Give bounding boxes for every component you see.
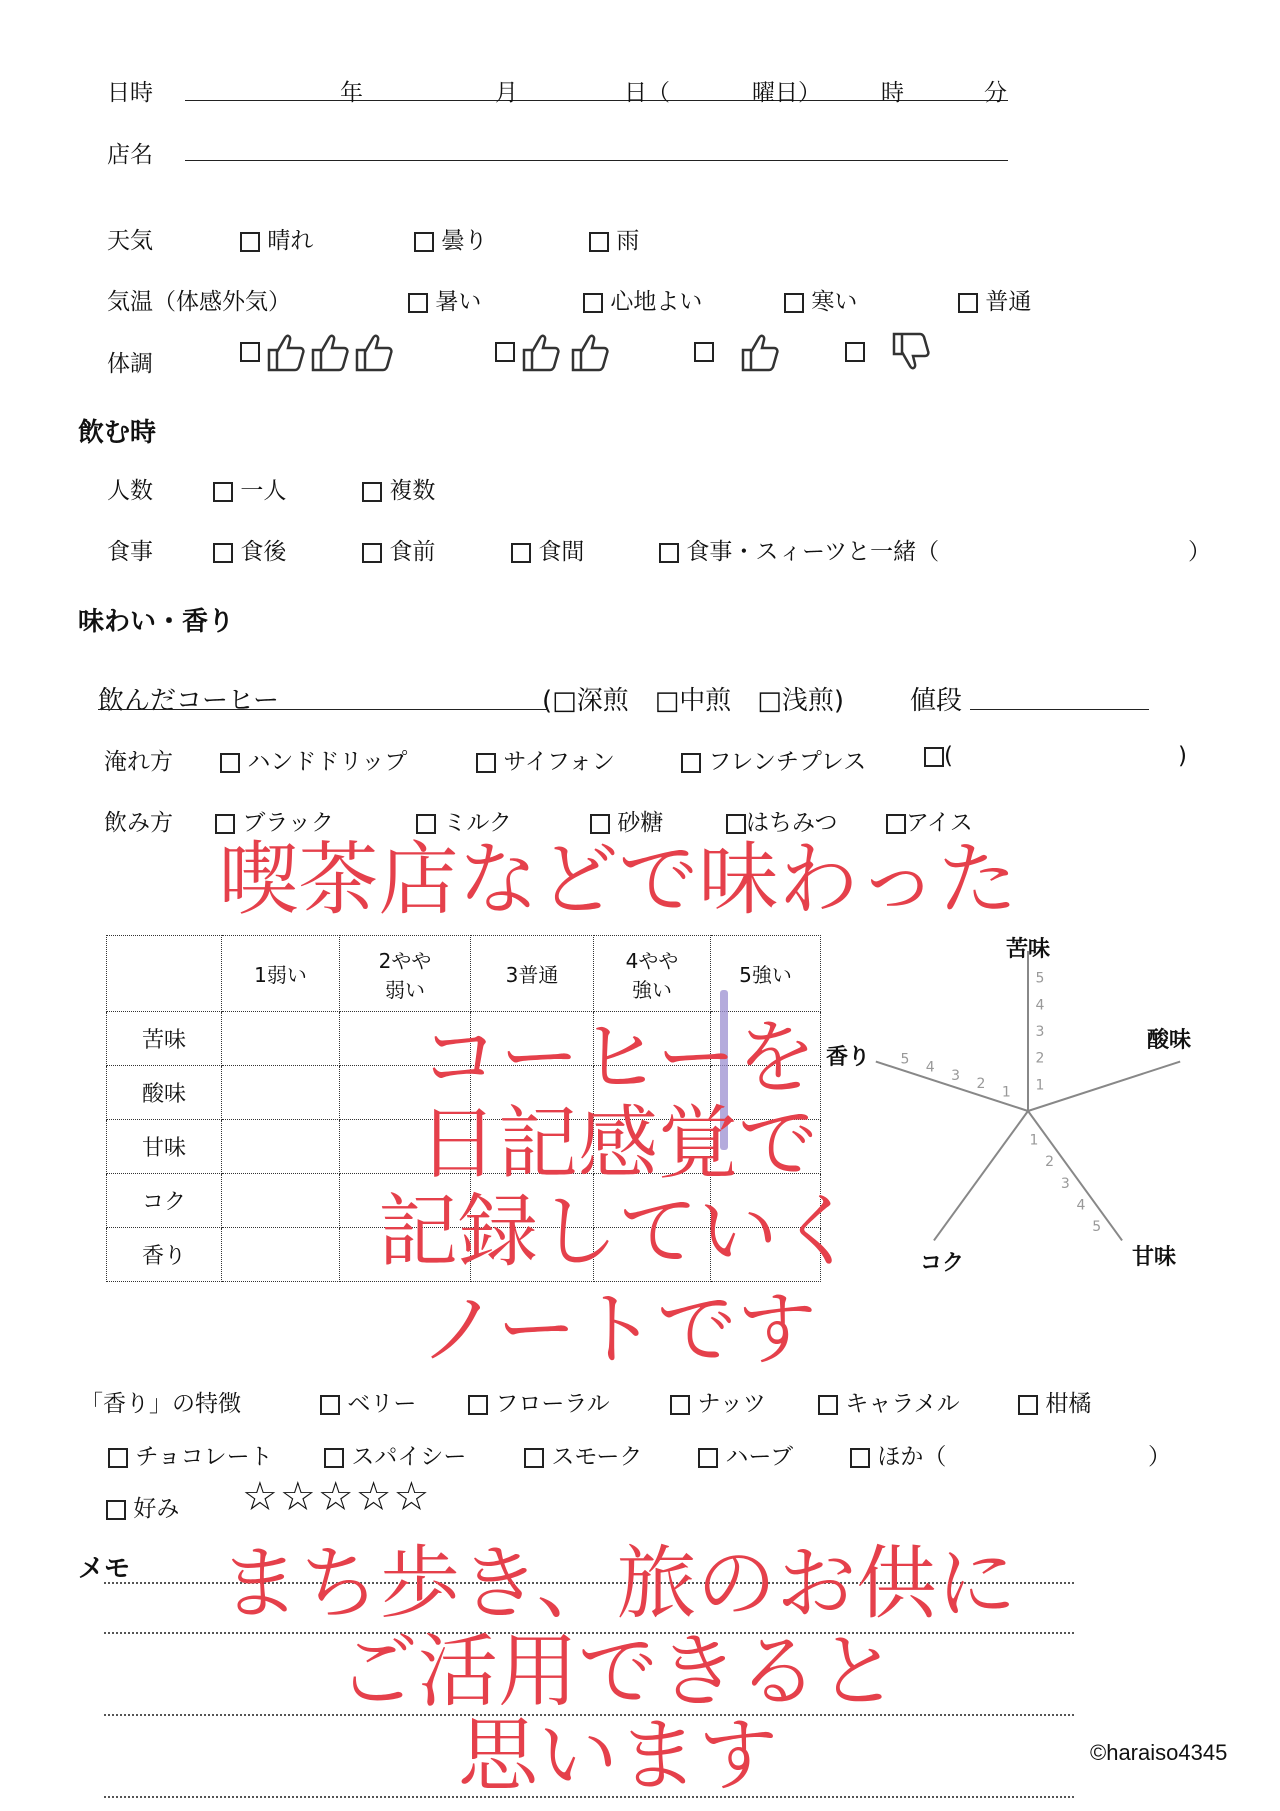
day-unit: 日（ bbox=[624, 80, 670, 106]
shop-name-field[interactable] bbox=[185, 160, 1008, 161]
overlay-text-line: 記録していく bbox=[378, 1185, 858, 1278]
option-label: ほか（ bbox=[877, 1444, 947, 1470]
option-label: はちみつ bbox=[746, 810, 838, 836]
radar-tick-label: 3 bbox=[1035, 1024, 1045, 1040]
radar-tick-label: 5 bbox=[1035, 970, 1045, 987]
aroma-option[interactable] bbox=[320, 1385, 416, 1418]
weather-cloudy[interactable] bbox=[414, 222, 487, 255]
radar-axis-line bbox=[1028, 1062, 1180, 1111]
style-label: 飲み方 bbox=[104, 810, 173, 836]
checkbox[interactable] bbox=[468, 1395, 488, 1415]
aroma-option[interactable] bbox=[524, 1438, 642, 1471]
coffee-label: 飲んだコーヒー bbox=[98, 686, 279, 716]
option-label: フローラル bbox=[495, 1391, 610, 1417]
checkbox[interactable] bbox=[416, 814, 436, 834]
checkbox[interactable] bbox=[583, 293, 603, 313]
option-label: 食前 bbox=[389, 539, 436, 565]
weather-label: 天気 bbox=[107, 228, 153, 254]
aroma-close-paren: ） bbox=[1148, 1444, 1171, 1470]
cell[interactable] bbox=[222, 1174, 340, 1228]
checkbox[interactable] bbox=[726, 814, 746, 834]
overlay-text-line: コーヒーを bbox=[419, 1011, 817, 1104]
shop-label: 店名 bbox=[107, 142, 153, 168]
option-label: キャラメル bbox=[845, 1391, 960, 1417]
thumbs-down-icon bbox=[890, 330, 934, 374]
brew-close-paren: ) bbox=[1178, 743, 1187, 769]
radar-axis-label: 苦味 bbox=[1006, 937, 1051, 962]
people-single[interactable] bbox=[213, 472, 286, 505]
checkbox[interactable] bbox=[818, 1395, 838, 1415]
option-label: 食後 bbox=[240, 539, 287, 565]
aroma-option[interactable] bbox=[818, 1385, 960, 1418]
radar-tick-label: 3 bbox=[1060, 1175, 1070, 1192]
taste-section-title: 味わい・香り bbox=[78, 607, 235, 637]
radar-tick-label: 2 bbox=[1045, 1154, 1055, 1171]
checkbox[interactable] bbox=[924, 747, 944, 767]
row-label: 苦味 bbox=[107, 1012, 222, 1066]
table-header-row bbox=[107, 936, 821, 1012]
option-label: 普通 bbox=[985, 289, 1032, 315]
checkbox[interactable] bbox=[886, 814, 906, 834]
checkbox[interactable] bbox=[694, 342, 714, 362]
overlay-text-line: ノートです bbox=[419, 1283, 817, 1376]
meal-before[interactable] bbox=[362, 533, 435, 566]
option-label: チョコレート bbox=[135, 1444, 273, 1470]
checkbox[interactable] bbox=[958, 293, 978, 313]
checkbox[interactable] bbox=[362, 543, 382, 563]
checkbox[interactable] bbox=[408, 293, 428, 313]
option-label: 柑橘 bbox=[1045, 1391, 1092, 1417]
copyright: ©haraiso4345 bbox=[1090, 1740, 1228, 1765]
column-header: 4やや 強い bbox=[594, 936, 711, 1012]
condition-good-3[interactable] bbox=[240, 330, 397, 374]
checkbox[interactable] bbox=[850, 1448, 870, 1468]
radar-tick-label: 1 bbox=[1001, 1084, 1011, 1101]
hour-unit: 時 bbox=[881, 80, 904, 106]
weather-rain[interactable] bbox=[589, 222, 639, 255]
checkbox[interactable] bbox=[108, 1448, 128, 1468]
row-label: 甘味 bbox=[107, 1120, 222, 1174]
checkbox[interactable] bbox=[414, 232, 434, 252]
checkbox[interactable] bbox=[590, 814, 610, 834]
radar-tick-label: 1 bbox=[1029, 1132, 1039, 1149]
star-rating[interactable]: ☆☆☆☆☆ bbox=[242, 1474, 432, 1520]
checkbox[interactable] bbox=[681, 753, 701, 773]
temp-hot[interactable] bbox=[408, 283, 481, 316]
coffee-name-field[interactable] bbox=[98, 709, 548, 710]
row-label: 香り bbox=[107, 1228, 222, 1282]
price-label: 値段 bbox=[910, 686, 963, 716]
brew-label: 淹れ方 bbox=[104, 749, 173, 775]
checkbox[interactable] bbox=[215, 814, 235, 834]
option-label: サイフォン bbox=[503, 749, 615, 775]
radar-tick-label: 5 bbox=[900, 1051, 910, 1068]
roast-options[interactable]: (□深煎 □中煎 □浅煎) bbox=[542, 686, 844, 716]
option-label: 晴れ bbox=[267, 228, 314, 254]
condition-bad[interactable] bbox=[845, 330, 934, 374]
thumbs-up-icon bbox=[739, 330, 783, 374]
preference-option[interactable] bbox=[106, 1490, 179, 1523]
checkbox[interactable] bbox=[698, 1448, 718, 1468]
aroma-option[interactable] bbox=[850, 1438, 946, 1471]
overlay-text-line: 思います bbox=[458, 1709, 778, 1802]
option-label: 曇り bbox=[441, 228, 488, 254]
radar-axis-label: 酸味 bbox=[1147, 1028, 1192, 1053]
thumbs-up-icon bbox=[569, 330, 613, 374]
radar-tick-label: 4 bbox=[925, 1059, 935, 1076]
checkbox[interactable] bbox=[240, 342, 260, 362]
row-label: コク bbox=[107, 1174, 222, 1228]
condition-label: 体調 bbox=[107, 351, 153, 377]
cell[interactable] bbox=[222, 1120, 340, 1174]
thumbs-up-icon bbox=[353, 330, 397, 374]
aroma-option[interactable] bbox=[468, 1385, 610, 1418]
column-header: 5強い bbox=[711, 936, 821, 1012]
option-label: ナッツ bbox=[697, 1391, 766, 1417]
radar-chart bbox=[840, 926, 1220, 1266]
radar-axis-label: コク bbox=[920, 1251, 965, 1276]
checkbox[interactable] bbox=[659, 543, 679, 563]
aroma-option[interactable] bbox=[324, 1438, 466, 1471]
option-label: ブラック bbox=[242, 810, 334, 836]
checkbox[interactable] bbox=[784, 293, 804, 313]
temp-cold[interactable] bbox=[784, 283, 857, 316]
temp-comfortable[interactable] bbox=[583, 283, 702, 316]
weekday-unit: 曜日） bbox=[752, 80, 821, 106]
checkbox[interactable] bbox=[670, 1395, 690, 1415]
weather-sunny[interactable] bbox=[240, 222, 313, 255]
brew-other[interactable] bbox=[924, 743, 953, 769]
brew-frenchpress[interactable] bbox=[681, 743, 866, 776]
checkbox[interactable] bbox=[1018, 1395, 1038, 1415]
aroma-option[interactable] bbox=[698, 1438, 793, 1471]
cell[interactable] bbox=[222, 1228, 340, 1282]
meal-label: 食事 bbox=[107, 539, 153, 565]
brew-siphon[interactable] bbox=[476, 743, 615, 776]
option-label: スモーク bbox=[551, 1444, 643, 1470]
checkbox[interactable] bbox=[240, 232, 260, 252]
option-label: 心地よい bbox=[610, 289, 703, 315]
checkbox[interactable] bbox=[495, 342, 515, 362]
option-label: 砂糖 bbox=[617, 810, 664, 836]
checkbox[interactable] bbox=[589, 232, 609, 252]
option-label: 好み bbox=[133, 1496, 180, 1522]
column-header: 3普通 bbox=[471, 936, 594, 1012]
month-unit: 月 bbox=[495, 80, 518, 106]
radar-axis-line bbox=[934, 1111, 1028, 1240]
radar-tick-label: 4 bbox=[1076, 1197, 1086, 1214]
meal-after[interactable] bbox=[213, 533, 286, 566]
cell[interactable] bbox=[222, 1012, 340, 1066]
option-label: 食間 bbox=[538, 539, 585, 565]
radar-tick-label: 4 bbox=[1035, 997, 1045, 1014]
aroma-label: 「香り」の特徴 bbox=[80, 1391, 241, 1417]
brew-handdrip[interactable] bbox=[220, 743, 407, 776]
aroma-option[interactable] bbox=[108, 1438, 273, 1471]
option-label: 寒い bbox=[811, 289, 858, 315]
meal-with-sweets[interactable] bbox=[659, 533, 939, 566]
radar-tick-label: 2 bbox=[976, 1076, 986, 1093]
checkbox[interactable] bbox=[324, 1448, 344, 1468]
thumbs-up-icon bbox=[520, 330, 564, 374]
checkbox[interactable] bbox=[476, 753, 496, 773]
option-label: ベリー bbox=[347, 1391, 417, 1417]
checkbox[interactable] bbox=[511, 543, 531, 563]
option-label: 複数 bbox=[389, 478, 436, 504]
column-header: 1弱い bbox=[222, 936, 340, 1012]
aroma-option[interactable] bbox=[670, 1385, 766, 1418]
checkbox[interactable] bbox=[524, 1448, 544, 1468]
radar-tick-label: 5 bbox=[1092, 1218, 1102, 1235]
option-label: フレンチプレス bbox=[708, 749, 867, 775]
temp-label: 気温（体感外気） bbox=[107, 289, 291, 315]
option-label: ( bbox=[944, 743, 953, 769]
date-label: 日時 bbox=[107, 80, 153, 106]
thumbs-up-icon bbox=[309, 330, 353, 374]
memo-label: メモ bbox=[78, 1554, 131, 1584]
drinking-section-title: 飲む時 bbox=[78, 418, 157, 448]
checkbox[interactable] bbox=[213, 543, 233, 563]
condition-good-1[interactable] bbox=[694, 330, 783, 374]
thumbs-up-icon bbox=[265, 330, 309, 374]
people-label: 人数 bbox=[107, 478, 153, 504]
corner-cell bbox=[107, 936, 222, 1012]
checkbox[interactable] bbox=[213, 482, 233, 502]
option-label: アイス bbox=[906, 810, 973, 836]
checkbox[interactable] bbox=[362, 482, 382, 502]
condition-good-2[interactable] bbox=[495, 330, 613, 374]
meal-between[interactable] bbox=[511, 533, 584, 566]
meal-close-paren: ） bbox=[1188, 539, 1211, 565]
checkbox[interactable] bbox=[220, 753, 240, 773]
people-multiple[interactable] bbox=[362, 472, 435, 505]
option-label: 食事・スィーツと一緒（ bbox=[686, 539, 940, 565]
checkbox[interactable] bbox=[320, 1395, 340, 1415]
aroma-option[interactable] bbox=[1018, 1385, 1091, 1418]
option-label: ハンドドリップ bbox=[247, 749, 408, 775]
overlay-text-line: 喫茶店などで味わった bbox=[218, 833, 1018, 926]
radar-tick-label: 2 bbox=[1035, 1050, 1045, 1067]
overlay-text-line: まち歩き、旅のお供に bbox=[219, 1537, 1017, 1630]
option-label: 雨 bbox=[616, 228, 640, 254]
radar-axis-label: 甘味 bbox=[1132, 1245, 1177, 1270]
checkbox[interactable] bbox=[845, 342, 865, 362]
radar-axis-line bbox=[1028, 1111, 1122, 1240]
overlay-text-line: 日記感覚で bbox=[418, 1097, 818, 1190]
overlay-text-line: ご活用できると bbox=[338, 1625, 898, 1718]
cell[interactable] bbox=[222, 1066, 340, 1120]
option-label: ハーブ bbox=[725, 1444, 794, 1470]
option-label: ミルク bbox=[443, 810, 512, 836]
radar-tick-label: 1 bbox=[1035, 1077, 1045, 1094]
temp-normal[interactable] bbox=[958, 283, 1031, 316]
radar-tick-label: 3 bbox=[951, 1067, 961, 1084]
checkbox[interactable] bbox=[106, 1500, 126, 1520]
option-label: スパイシー bbox=[351, 1444, 467, 1470]
option-label: 暑い bbox=[435, 289, 482, 315]
row-label: 酸味 bbox=[107, 1066, 222, 1120]
option-label: 一人 bbox=[240, 478, 287, 504]
minute-unit: 分 bbox=[984, 80, 1007, 106]
price-field[interactable] bbox=[970, 709, 1149, 710]
radar-axis-label: 香り bbox=[826, 1045, 871, 1070]
year-unit: 年 bbox=[340, 80, 363, 106]
column-header: 2やや 弱い bbox=[340, 936, 471, 1012]
